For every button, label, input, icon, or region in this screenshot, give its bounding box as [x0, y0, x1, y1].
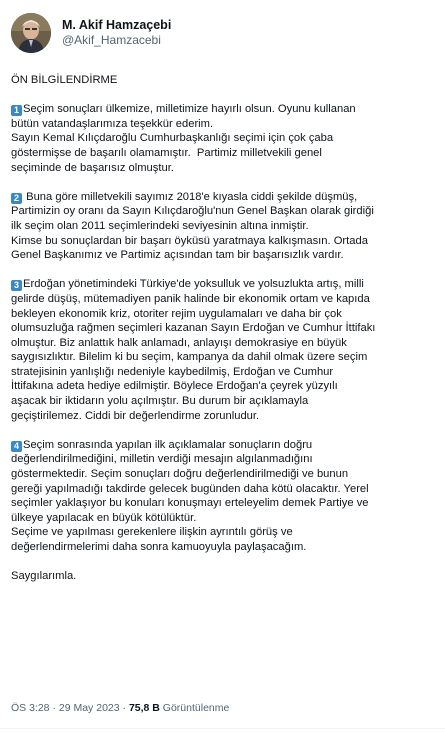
views-label: Görüntülenme	[162, 702, 230, 714]
keycap-1-icon: 1	[11, 105, 22, 116]
paragraph-line: Buna göre milletvekili sayımız 2018'e kıyasla ciddi şekilde düşmüş,	[23, 190, 358, 203]
keycap-4-icon: 4	[11, 441, 22, 452]
paragraph-line: aşacak bir iktidarın yolu açılmıştır. Bu durum bir açıklamayla	[11, 395, 309, 408]
paragraph-line: Seçim sonrasında yapılan ilk açıklamalar sonuçların doğru	[23, 438, 313, 451]
paragraph-line: ülkeye yapılacak en büyük kötülüktür.	[11, 511, 197, 524]
paragraph-line: gereği yapılmadığı takdirde gelecek bugünden daha kötü olacaktır. Yerel	[11, 482, 369, 495]
paragraph-line: ilk seçim olan 2011 seçimlerindeki seviyesinin altına inmiştir.	[11, 219, 309, 232]
tweet-header	[11, 0, 436, 64]
tweet-date[interactable]: 29 May 2023	[58, 702, 120, 714]
tweet-paragraph-2	[11, 190, 436, 263]
tweet-paragraph-3	[11, 277, 436, 423]
paragraph-line: Kimse bu sonuçlardan bir başarı öyküsü yaratmaya kalkışmasın. Ortada	[11, 234, 368, 247]
paragraph-line: göstermişse de başarılı olamamıştır. Partimiz milletvekili genel	[11, 146, 322, 159]
tweet-meta	[11, 701, 229, 715]
paragraph-line: olumsuzluğa rağmen seçimleri kazanan Sayın Erdoğan ve Cumhur İttifakı	[11, 322, 376, 335]
paragraph-line: Sayın Kemal Kılıçdaroğlu Cumhurbaşkanlığı seçimi için çok çaba	[11, 132, 334, 145]
meta-separator: ·	[52, 702, 56, 714]
paragraph-line: seçiminde de başarısız olmuştur.	[11, 161, 174, 174]
paragraph-line: saygısızlıktır. Bilelim ki bu seçim, kampanya da dahil olmak üzere seçim	[11, 351, 368, 364]
author-names	[62, 18, 171, 48]
paragraph-line: değerlendirmelerimi daha sonra kamuoyuyla paylaşacağım.	[11, 541, 307, 553]
author-display-name[interactable]: M. Akif Hamzaçebi	[62, 18, 172, 32]
tweet-signoff: Saygılarımla.	[11, 570, 77, 583]
divider	[0, 728, 445, 729]
paragraph-line: Seçim sonuçları ülkemize, milletimize hayırlı olsun. Oyunu kullanan	[23, 103, 356, 116]
paragraph-line: Partimizin oy oranı da Sayın Kılıçdaroğlu'nun Genel Başkan olarak girdiği	[11, 205, 374, 218]
keycap-3-icon: 3	[11, 280, 22, 291]
avatar[interactable]	[11, 13, 51, 53]
keycap-2-icon: 2	[11, 193, 22, 204]
paragraph-line: bütün vatandaşlarımıza teşekkür ederim.	[11, 117, 214, 130]
paragraph-line: bekleyen ekonomik kriz, otoriter rejim uygulamaları ve daha bir çok	[11, 307, 342, 320]
paragraph-line: Erdoğan yönetimindeki Türkiye'de yoksulluk ve yolsuzlukta artış, milli	[23, 278, 364, 291]
paragraph-line: İttifakına adeta hediye edilmiştir. Böylece Erdoğan'a çeyrek yüzyılı	[11, 380, 338, 393]
tweet-body	[11, 73, 436, 584]
paragraph-line: Seçime ve yapılması gerekenlere ilişkin ayrıntılı görüş ve	[11, 526, 293, 539]
paragraph-line: Genel Başkanımız ve Partimiz açısından tam bir başarısızlık vardır.	[11, 249, 344, 262]
paragraph-line: geçiştirilemez. Ciddi bir değerlendirme zorunludur.	[11, 409, 260, 422]
views-count: 75,8 B	[128, 702, 160, 714]
paragraph-line: stratejisinin yanlışlığı nedeniyle kaybedilmiş, Erdoğan ve Cumhur	[11, 365, 334, 378]
paragraph-line: seçimler yaklaşıyor bu konuları konuşmayı erteleyelim demek Partiye ve	[11, 497, 369, 510]
author-handle[interactable]: @Akif_Hamzacebi	[62, 33, 161, 47]
paragraph-line: göstermektedir. Seçim sonuçları doğru değerlendirilmediği ve bunun	[11, 468, 349, 481]
paragraph-line: olmuştur. Biz anlattık halk anlamadı, anlayışı demokrasiye en büyük	[11, 336, 347, 349]
meta-separator: ·	[122, 702, 127, 714]
tweet-time[interactable]: ÖS 3:28	[11, 702, 50, 714]
tweet-paragraph-1	[11, 102, 436, 175]
tweet-title: ÖN BİLGİLENDİRME	[11, 74, 118, 86]
paragraph-line: değerlendirilmediğini, milletin verdiği mesajın algılanmadığını	[11, 453, 313, 466]
tweet-paragraph-4	[11, 438, 436, 555]
paragraph-line: gelirde düşüş, mütemadiyen panik halinde bir ekonomik ortam ve kapıda	[11, 292, 370, 305]
